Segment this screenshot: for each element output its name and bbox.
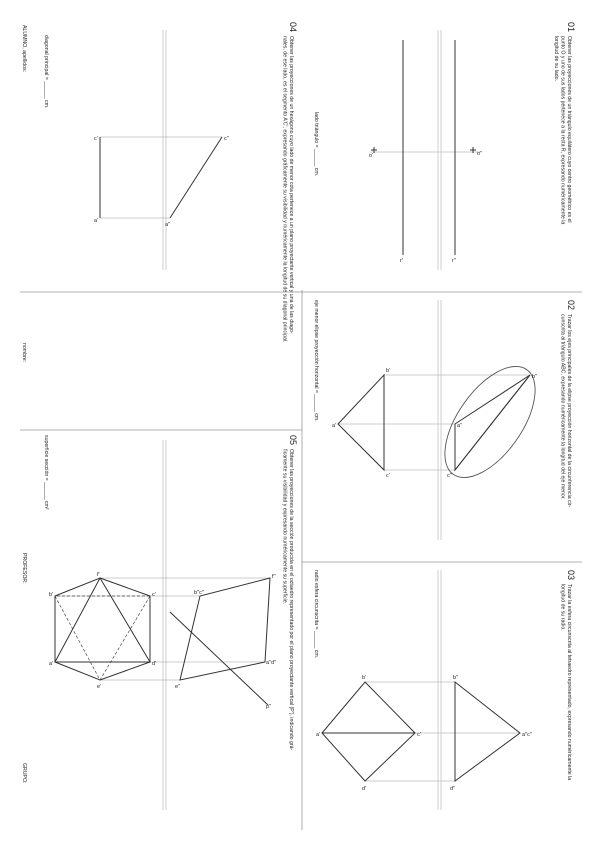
answer-label: eje menor elipse proyección horizontal = ______ cm.: [313, 300, 319, 422]
label-e1: e': [97, 684, 102, 690]
label-a1: a': [94, 218, 99, 224]
label-r2: r'': [452, 258, 456, 264]
label-o2: o'': [477, 151, 483, 157]
statement-line: longitud de su radio.: [559, 584, 566, 631]
label-c1: c': [94, 136, 98, 142]
label-c1: c': [152, 592, 156, 598]
label-b1: b': [386, 368, 391, 374]
tetrahedron-horizontal: [322, 682, 415, 781]
exercise-04: [43, 22, 298, 343]
label-b2: b'': [532, 374, 538, 380]
statement-line: longitud de su lado.: [553, 36, 559, 81]
label-b2: b'': [453, 675, 459, 681]
label-b1: b': [49, 592, 54, 598]
label-r1: r': [400, 258, 403, 264]
label-a1: a': [49, 661, 54, 667]
teacher-field[interactable]: PROFESOR:: [21, 553, 27, 584]
ellipse-horizontal-projection: [427, 351, 553, 493]
answer-label: radio esfera circunscrita = ______ cm.: [313, 570, 319, 659]
label-b1: b': [362, 675, 367, 681]
statement-line: punto O y uno de sus lados pertenece a la recta R, expresando numéricamente la: [559, 36, 566, 225]
statement-line: ficamente su visibilidad y expresando numéricamente su superficie.: [281, 449, 288, 605]
label-a1: a': [332, 423, 337, 429]
triangle-median: [455, 375, 530, 470]
label-o1: o': [369, 153, 374, 159]
triangle-abc-horizontal: [338, 375, 384, 470]
statement-line: Obtener las proyecciones de un hexágono cuyo lado de menor cota pertenece a un plano proyectante vertical y una de las diago-: [288, 36, 294, 334]
label-c2: c'': [447, 473, 452, 479]
exercise-number: 04: [288, 22, 298, 33]
label-a2: a'': [165, 222, 171, 228]
tetrahedron-vertical: [455, 682, 520, 781]
label-ac2: a''c'': [522, 732, 533, 738]
exercise-number: 05: [288, 435, 298, 446]
statement-line: cunscrita al triángulo ABC, expresando numéricamente la longitud del eje menor.: [559, 314, 566, 500]
label-f2: f'': [272, 574, 276, 580]
name-field[interactable]: nombre:: [21, 343, 27, 363]
answer-label: lado triángulo = ______ cm.: [313, 112, 319, 177]
exercise-number: 03: [566, 570, 576, 581]
label-c1: c': [417, 732, 421, 738]
label-c1: c': [386, 473, 390, 479]
segment-ac-vertical: [170, 137, 222, 218]
exercise-01: [313, 22, 576, 270]
label-a2: a'': [457, 423, 463, 429]
label-a1: a': [316, 732, 321, 738]
exercise-number: 01: [566, 22, 576, 33]
exercise-02: [313, 300, 576, 540]
octahedron-horizontal-hexagon: [55, 578, 150, 680]
exercise-03: [313, 570, 576, 810]
statement-line: Obtener las proyecciones de la sección producida en el octaedro representado por el plano proyectante vertical (P'), indicando grá-: [288, 449, 294, 751]
label-c2: c'': [224, 136, 229, 142]
label-d1: d': [362, 786, 367, 792]
footer: [21, 25, 27, 783]
group-field[interactable]: GRUPO:: [21, 763, 27, 784]
exercise-05: [43, 435, 298, 810]
statement-line: Trazar la esfera circunscrita al tetraedro representado, expresando numéricamente la: [566, 584, 572, 781]
label-p2: p'': [266, 704, 272, 710]
label-bc2: b''c'': [194, 590, 205, 596]
statement-line: Trazar los ejes principales de la elipse proyección horizontal de la circunferencia cir-: [566, 314, 572, 508]
statement-line: nales, de ese lado, es el segmento A'C', expresando gráficamente su visibilidad y numéricamente la longitud de su diagonal principal.: [281, 36, 288, 343]
statement-line: Obtener las proyecciones de un triángulo equilátero cuyo centro geométrico es el: [566, 36, 572, 223]
student-name-field[interactable]: ALUMNO, apellidos:: [21, 25, 27, 72]
label-f1: f': [97, 572, 100, 578]
answer-label: diagonal principal = ______ cm.: [43, 35, 49, 109]
label-d2: d'': [450, 786, 456, 792]
label-e2: e'': [175, 684, 181, 690]
label-ad2: a''d'': [266, 660, 277, 666]
label-d1: d': [152, 661, 157, 667]
answer-label: superficie sección = ______ cm²: [43, 435, 49, 510]
exercise-number: 02: [566, 300, 576, 311]
